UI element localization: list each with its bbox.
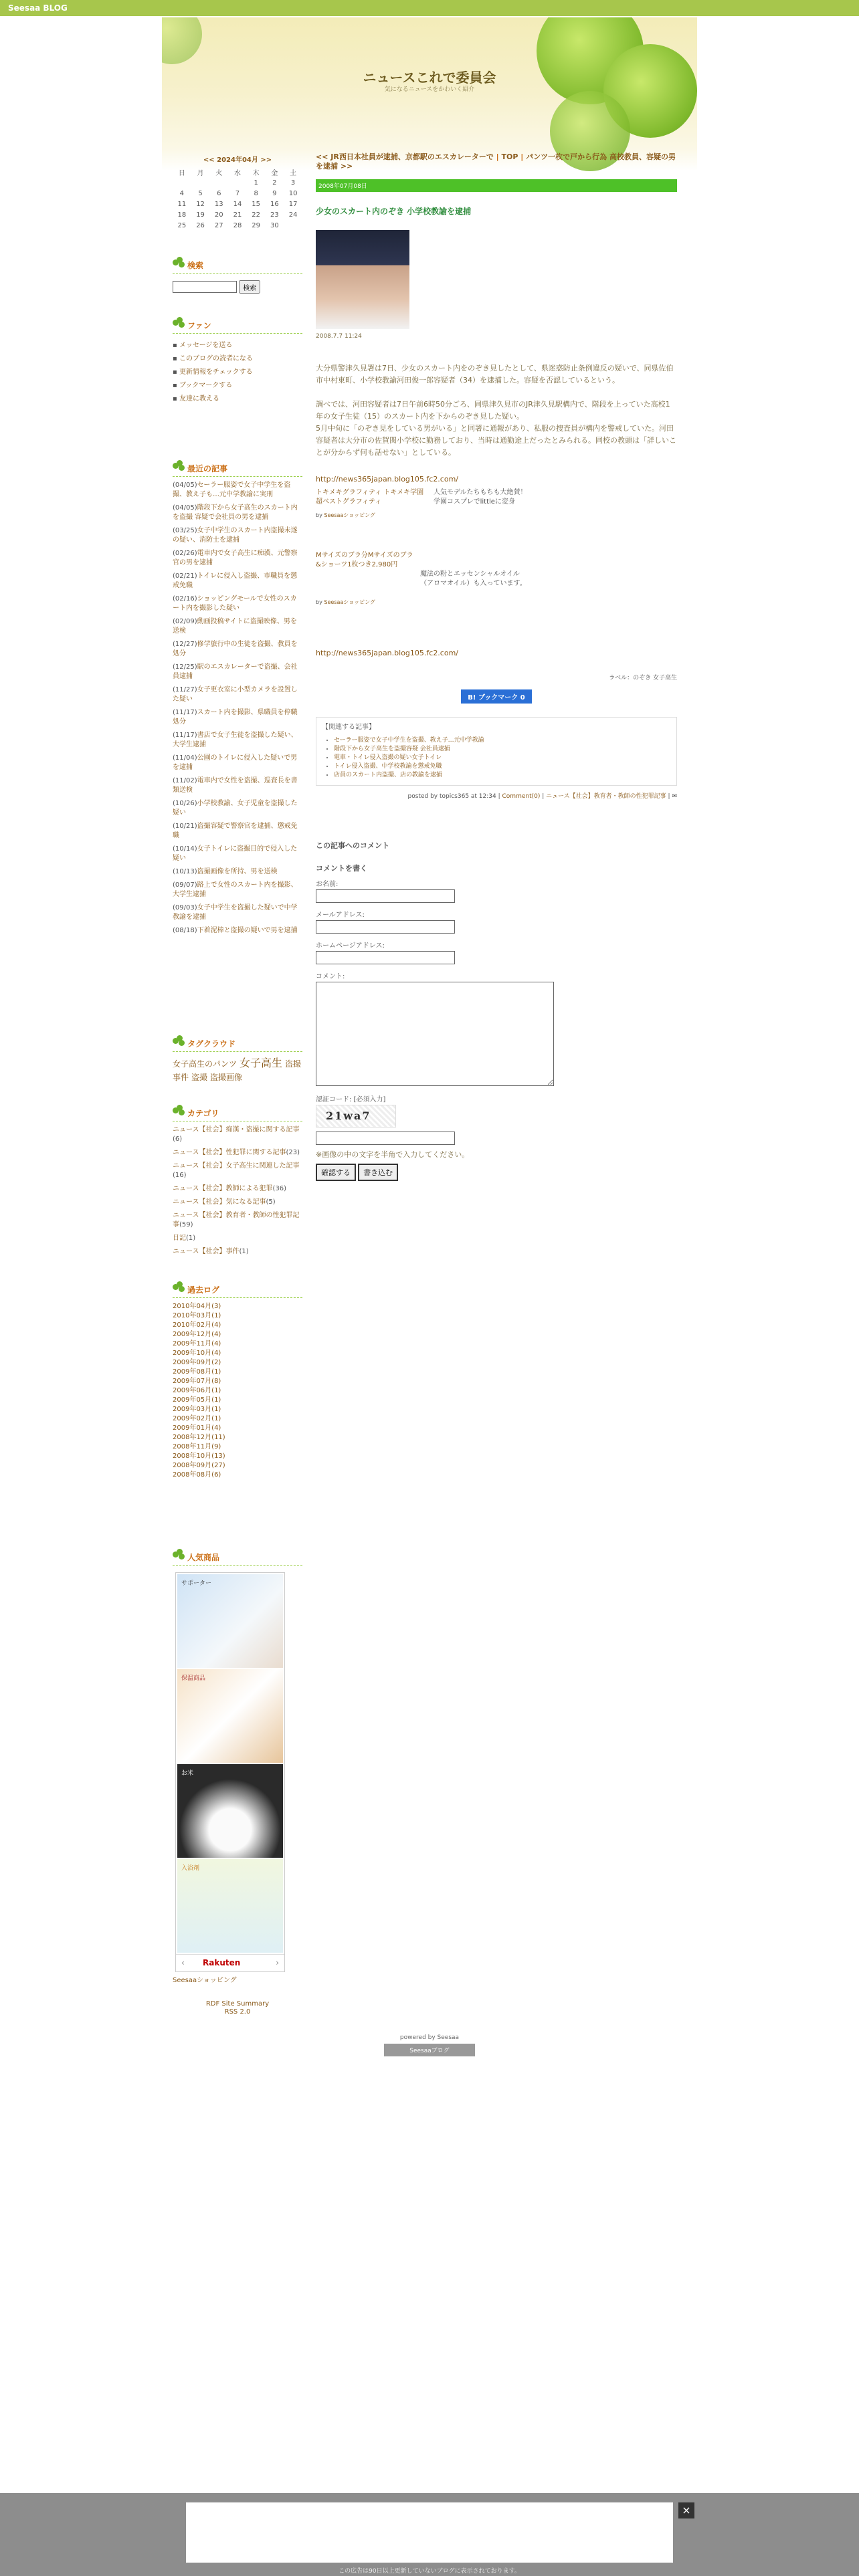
calendar-day: 21: [233, 211, 242, 219]
friend-icon: ▪: [173, 395, 179, 403]
list-item: [173, 1433, 302, 1442]
item-date: (04/05): [173, 481, 197, 489]
item-date: (02/21): [173, 572, 197, 580]
fan-section: [173, 318, 302, 406]
list-item: [173, 1184, 302, 1194]
recent-article-link[interactable]: 女子中学生を盗撮した疑いで中学教諭を逮捕: [173, 904, 298, 921]
clover-icon: [173, 1281, 185, 1293]
share-icon[interactable]: ✉: [672, 793, 677, 800]
clover-icon: [173, 257, 185, 269]
list-item: [334, 754, 671, 762]
archive-link[interactable]: 2009年10月(4): [173, 1350, 221, 1357]
calendar-day: 26: [196, 221, 205, 229]
list-item: [334, 745, 671, 754]
list-item: [173, 1405, 302, 1414]
item-date: (11/17): [173, 732, 197, 739]
fan-link[interactable]: 更新情報をチェックする: [179, 368, 253, 376]
ad-area[interactable]: [186, 2502, 673, 2563]
calendar-day: 8: [254, 189, 258, 197]
archive-link[interactable]: 2010年03月(1): [173, 1312, 221, 1319]
related-box: [316, 717, 677, 786]
weekday-label: 月: [197, 169, 204, 177]
popular-section: [173, 1550, 302, 2016]
shop-link[interactable]: Seesaaショッピング: [173, 1977, 237, 1984]
confirm-button[interactable]: 確認する: [316, 1164, 356, 1181]
calendar-day: 14: [233, 200, 242, 208]
ad-description: 魔法の粉とエッセンシャルオイル（アロマオイル）も入っています。: [420, 570, 527, 587]
ad-block-1: [316, 488, 677, 507]
category-count: (59): [179, 1221, 193, 1228]
name-label: お名前:: [316, 881, 339, 888]
list-item: [173, 926, 302, 936]
calendar-day: 19: [196, 211, 205, 219]
recent-article-link[interactable]: 動画投稿サイトに盗撮映像、男を送検: [173, 618, 297, 635]
fan-link-item: [173, 366, 302, 379]
list-item: [173, 1330, 302, 1339]
prev-post-link[interactable]: << JR西日本社員が逮捕、京都駅のエスカレーターで: [316, 152, 494, 161]
rakuten-logo[interactable]: Rakuten: [203, 1958, 241, 1967]
homepage-field[interactable]: [316, 951, 455, 964]
list-item: [173, 549, 302, 568]
archive-link[interactable]: 2008年10月(13): [173, 1453, 225, 1460]
captcha-field[interactable]: [316, 1132, 455, 1145]
source-link[interactable]: http://news365japan.blog105.fc2.com/: [316, 649, 459, 657]
search-heading: 検索: [187, 261, 204, 270]
ad-product-link[interactable]: Mサイズのブラ分Mサイズのブラ&ショーツ1枚つき2,980円: [316, 552, 413, 568]
item-date: (11/04): [173, 754, 197, 762]
archive-link[interactable]: 2008年09月(27): [173, 1462, 225, 1469]
calendar-day: 12: [196, 200, 205, 208]
list-item: [334, 736, 671, 745]
fan-link-item: [173, 393, 302, 406]
article-photo: [316, 230, 409, 329]
recent-article-link[interactable]: ショッピングモールで女性のスカート内を撮影した疑い: [173, 595, 297, 612]
archive-link[interactable]: 2009年09月(2): [173, 1359, 221, 1366]
comment-textarea[interactable]: [316, 982, 554, 1086]
recent-article-link[interactable]: 下着泥棒と盗撮の疑いで男を逮捕: [197, 927, 298, 934]
category-item-link[interactable]: ニュース【社会】痴漢・盗撮に関する記事: [173, 1126, 300, 1134]
list-item: [173, 1211, 302, 1230]
ad-block-2: [316, 551, 677, 588]
calendar-day: [284, 220, 302, 231]
item-date: (10/21): [173, 823, 197, 830]
search-section: [173, 258, 302, 294]
calendar-day: 30: [270, 221, 279, 229]
weekday-label: 木: [252, 169, 260, 177]
list-item: [173, 881, 302, 899]
next-arrow-icon[interactable]: ›: [276, 1958, 279, 1967]
recent-heading: 最近の記事: [187, 464, 228, 473]
item-date: (09/03): [173, 904, 197, 911]
product-item[interactable]: お米: [177, 1764, 283, 1858]
item-date: (11/02): [173, 777, 197, 784]
category-item-link[interactable]: ニュース【社会】性犯罪に関する記事: [173, 1149, 286, 1156]
category-heading: カテゴリ: [187, 1109, 219, 1118]
list-item: [173, 526, 302, 545]
item-date: (10/14): [173, 845, 197, 853]
comment-label: コメント:: [316, 973, 345, 980]
reader-icon: ▪: [173, 355, 179, 362]
list-item: [173, 572, 302, 591]
recent-article-link[interactable]: 電車内で女性を盗撮、巡査長を書類送検: [173, 777, 298, 794]
archive-heading: 過去ログ: [187, 1285, 220, 1295]
archive-link[interactable]: 2009年11月(4): [173, 1340, 221, 1348]
auth-label: 認証コード: [必須入力]: [316, 1096, 386, 1103]
home-label: ホームページアドレス:: [316, 942, 385, 950]
comment-heading: この記事へのコメント: [316, 841, 389, 850]
list-item: [173, 595, 302, 613]
recent-article-link[interactable]: 階段下から女子高生のスカート内を盗撮 容疑で会社員の男を逮捕: [173, 504, 298, 521]
category-item-link[interactable]: ニュース【社会】教師による犯罪: [173, 1185, 273, 1192]
archive-link[interactable]: 2009年07月(8): [173, 1378, 221, 1385]
post-paragraph: 5月中旬に「のぞき見をしている男がいる」と同署に通報があり、私服の捜査員が構内を警戒していた。河田容疑者は大分市の佐賀関小学校に勤務しており、当時は通勤途上だったとみられる。同校の教頭は「詳しいことが分からず何も話せない」としている。: [316, 424, 676, 457]
clover-icon: [173, 317, 185, 329]
popular-heading: 人気商品: [187, 1553, 220, 1562]
list-item: [173, 663, 302, 681]
calendar-day: 18: [177, 211, 187, 219]
weekday-label: 日: [178, 169, 185, 177]
calendar-day: 11: [177, 200, 187, 208]
fan-link-item: [173, 379, 302, 393]
list-item: [173, 1461, 302, 1471]
list-item: [173, 1442, 302, 1452]
category-count: (6): [173, 1136, 183, 1143]
archive-link[interactable]: 2010年02月(4): [173, 1321, 221, 1329]
post-paragraph: 調べでは、河田容疑者は7日午前6時50分ごろ、同県津久見市のJR津久見駅構内で、階段を上っていた高校1年の女子生徒（15）のスカート内を下からのぞき見した疑い。: [316, 400, 670, 421]
calendar-day: 16: [270, 200, 279, 208]
archive-link[interactable]: 2008年12月(11): [173, 1434, 225, 1441]
fan-link-item: [173, 352, 302, 366]
recent-article-link[interactable]: 小学校教諭、女子児童を盗撮した疑い: [173, 800, 298, 817]
calendar-day: 3: [290, 179, 296, 187]
list-item: [173, 1414, 302, 1424]
ad-shop-link[interactable]: Seesaaショッピング: [324, 599, 375, 605]
list-item: [173, 1339, 302, 1349]
archive-link[interactable]: 2009年08月(1): [173, 1368, 221, 1376]
seesaa-blog-link[interactable]: Seesaaブログ: [384, 2044, 475, 2056]
archive-link[interactable]: 2009年03月(1): [173, 1406, 221, 1413]
powered-by: powered by Seesaa Seesaaブログ: [384, 2034, 475, 2056]
captcha-image: 21wa7: [316, 1105, 396, 1128]
ad-shop-link[interactable]: Seesaaショッピング: [324, 512, 375, 518]
recent-article-link[interactable]: 盗撮容疑で警察官を逮捕、懲戒免職: [173, 823, 298, 839]
recent-article-link[interactable]: 公園のトイレに侵入した疑いで男を逮捕: [173, 754, 298, 771]
calendar-nav[interactable]: << 2024年04月 >>: [203, 156, 272, 164]
submit-button[interactable]: 書き込む: [358, 1164, 398, 1181]
list-item: [173, 731, 302, 750]
rakuten-widget: [175, 1572, 285, 1972]
mail-icon: ▪: [173, 342, 179, 349]
clover-icon: [173, 1105, 185, 1117]
list-item: [173, 1452, 302, 1461]
list-item: [173, 1148, 302, 1158]
labels[interactable]: ラベル：のぞき 女子高生: [609, 675, 677, 681]
rss-icon: ▪: [173, 368, 179, 376]
photo-date: 2008.7.7 11:24: [316, 333, 362, 340]
list-item: [173, 1302, 302, 1311]
tag-link[interactable]: 女子高生: [240, 1057, 283, 1069]
category-link[interactable]: ニュース【社会】教育者・教師の性犯罪記事: [546, 793, 666, 800]
seesaa-logo[interactable]: Seesaa BLOG: [8, 3, 68, 13]
list-item: [173, 1321, 302, 1330]
calendar-day: [191, 177, 210, 188]
archive-link[interactable]: 2008年11月(9): [173, 1443, 221, 1451]
post-title[interactable]: 少女のスカート内のぞき 小学校教諭を逮捕: [316, 207, 472, 216]
list-item: [173, 1471, 302, 1480]
fan-link[interactable]: メッセージを送る: [179, 342, 233, 349]
date-bar: 2008年07月08日: [316, 179, 677, 192]
recent-article-link[interactable]: 駅のエスカレーターで盗撮、会社員逮捕: [173, 663, 298, 680]
list-item: [334, 771, 671, 780]
list-item: [173, 504, 302, 522]
fan-link[interactable]: このブログの読者になる: [179, 355, 253, 362]
calendar: [173, 154, 302, 231]
name-field[interactable]: [316, 889, 455, 903]
related-article-link[interactable]: セーラー服姿で女子中学生を盗撮、教え子…元中学教諭: [334, 737, 484, 744]
product-item[interactable]: サポーター: [177, 1574, 283, 1668]
calendar-day: [173, 177, 191, 188]
list-item: [173, 1377, 302, 1386]
clover-icon: [173, 1035, 185, 1047]
fan-link[interactable]: ブックマークする: [179, 382, 233, 389]
close-icon[interactable]: ×: [678, 2502, 694, 2518]
recent-article-link[interactable]: セーラー服姿で女子中学生を盗撮、教え子も…元中学教諭に実刑: [173, 481, 291, 498]
category-item-link[interactable]: ニュース【社会】教育者・教師の性犯罪記事: [173, 1212, 300, 1228]
calendar-day: 6: [217, 189, 221, 197]
post-paragraph: 大分県警津久見署は7日、少女のスカート内をのぞき見したとして、県迷惑防止条例違反の疑いで、同県佐伯市中村東町、小学校教諭河田俊一郎容疑者（34）を逮捕した。容疑を否認しているという。: [316, 364, 674, 385]
recent-article-link[interactable]: 女子中学生のスカート内盗撮未遂の疑い、消防士を逮捕: [173, 527, 298, 544]
calendar-day: [228, 177, 247, 188]
calendar-day: 5: [198, 189, 203, 197]
comment-link[interactable]: Comment(0): [502, 793, 541, 800]
post-footer: posted by topics365 at 12:34 | Comment(0) | ニュース【社会】教育者・教師の性犯罪記事 | ✉: [407, 793, 677, 800]
main-content: << JR西日本社員が逮捕、京都駅のエスカレーターで | TOP | パンツ一枚で戸から行為 高校教員、容疑の男を逮捕 >> 2008年07月08日 少女のスカート内のぞき 小学校教諭を逮捕 2008.7.7 11:24 大分県警津久見署は7日、少女のスカート内をのぞき見したとして、県迷惑防止条例違反の疑いで、同県佐伯市中村東町、小学校教諭河田俊一郎容疑者（34）を逮捕した。容疑を否認しているという。 調べでは、河田容疑者は7日午前6時50分ごろ、同県津久見市のJR津久見駅構内で、階段を上っていた高校1年の女子生徒（15）のスカート内を下からのぞき見した疑い。 5月中旬に「のぞき見をしている男がいる」と同署に通報があり、私服の捜査員が構内を警戒していた。河田容疑者は大分市の佐賀関小学校に勤務しており、当時は通勤途上だったとみられる。同校の教頭は「詳しいことが分からず何も話せない」としている。 http://news365japan.blog105.fc2.com/ トキメキグラフィティ トキメキ学園 超ベストグラフィティ 人気モデルたちもちも大絶賛！学園コスプレでlittleに変身 by Seesaaショッピング Mサイズのブラ分Mサイズのブラ&ショーツ1枚つき2,980円 魔法の粉とエッセンシャルオイル（アロマオイル）も入っています。 by Seesaaショッピング http://news365japan.blog105.fc2.com/ ラベル：のぞき 女子高生 B! ブックマーク 0 【関連する記事】 • セーラー服姿で女子中学生を盗撮、教え子…元中学教諭 • 階段下から女子高生を盗撮容疑 会社員逮捕 • 電車・トイレ侵入盗撮の疑い女子トイレ • トイレ侵入盗撮、中学校教諭を懲戒免職 • 店員のスカート内盗撮、店の教諭を逮捕 posted by topics365 at 12:34 | Comment(0) | ニュース【社会】教育者・教師の性犯罪記事 | ✉ この記事へのコメント コメントを書く お名前: メールアドレス: ホームページアドレス: コメント: 認証コード: [必須入力] 21wa7 ※画像の中の文字を半角で入力してください。 確認する 書き込む: [316, 152, 677, 1181]
tags-heading: タグクラウド: [187, 1039, 236, 1049]
recent-article-link[interactable]: スカート内を撮影、県職員を停職処分: [173, 709, 298, 726]
calendar-day: 15: [252, 200, 261, 208]
next-post-link[interactable]: パンツ一枚で戸から行為 高校教員、容疑の男を逮捕 >>: [316, 152, 676, 171]
list-item: [173, 776, 302, 795]
item-date: (02/26): [173, 550, 197, 557]
overlay-ad-bar: [0, 2493, 859, 2576]
item-date: (10/26): [173, 800, 197, 807]
related-article-link[interactable]: トイレ侵入盗撮、中学校教諭を懲戒免職: [334, 763, 442, 770]
bookmark-icon: ▪: [173, 382, 179, 389]
calendar-day: 17: [288, 200, 298, 208]
list-item: [173, 903, 302, 922]
recent-section: [173, 461, 302, 940]
calendar-day: 29: [252, 221, 261, 229]
item-date: (12/27): [173, 641, 197, 648]
calendar-day: 25: [177, 221, 187, 229]
calendar-day: 13: [214, 200, 223, 208]
recent-article-link[interactable]: 女子トイレに盗撮目的で侵入した疑い: [173, 845, 298, 862]
post-navigation: << JR西日本社員が逮捕、京都駅のエスカレーターで | TOP | パンツ一枚で戸から行為 高校教員、容疑の男を逮捕 >>: [316, 152, 676, 171]
list-item: [173, 1396, 302, 1405]
weekday-label: 水: [233, 169, 241, 177]
item-date: (09/07): [173, 881, 197, 889]
calendar-day: 9: [272, 189, 277, 197]
item-date: (11/17): [173, 709, 197, 716]
list-item: [173, 867, 302, 877]
recent-article-link[interactable]: 盗撮画像を所持、男を送検: [197, 868, 278, 875]
recent-article-link[interactable]: 路上で女性のスカート内を撮影、大学生逮捕: [173, 881, 298, 898]
related-heading: 【関連する記事】: [322, 724, 375, 731]
tag-link[interactable]: 盗撮画像: [210, 1073, 243, 1082]
mail-label: メールアドレス:: [316, 911, 365, 919]
captcha-instruction: ※画像の中の文字を半角で入力してください。: [316, 1150, 470, 1159]
item-date: (10/13): [173, 868, 197, 875]
calendar-day: 27: [214, 221, 223, 229]
related-article-link[interactable]: 階段下から女子高生を盗撮容疑 会社員逮捕: [334, 746, 450, 752]
tags-section: [173, 1037, 302, 1085]
calendar-day: [209, 177, 228, 188]
category-count: (1): [239, 1248, 249, 1255]
category-count: (16): [173, 1172, 187, 1179]
archive-link[interactable]: 2009年02月(1): [173, 1415, 221, 1422]
category-section: [173, 1106, 302, 1261]
list-item: [173, 1234, 302, 1243]
weekday-label: 火: [215, 169, 223, 177]
category-item-link[interactable]: ニュース【社会】事件: [173, 1248, 240, 1255]
list-item: [173, 1368, 302, 1377]
item-date: (08/18): [173, 927, 197, 934]
list-item: [173, 1198, 302, 1207]
ad-product-link[interactable]: トキメキグラフィティ トキメキ学園 超ベストグラフィティ: [316, 489, 424, 506]
list-item: [173, 845, 302, 863]
calendar-day: 2: [272, 179, 277, 187]
archive-link[interactable]: 2010年04月(3): [173, 1303, 221, 1310]
recent-article-link[interactable]: 書店で女子生徒を盗撮した疑い、大学生逮捕: [173, 732, 298, 748]
fan-link-item: [173, 339, 302, 352]
product-item[interactable]: 保温商品: [177, 1669, 283, 1763]
prev-arrow-icon[interactable]: ‹: [181, 1958, 185, 1967]
topbar: [0, 0, 859, 16]
calendar-day: 1: [254, 179, 258, 187]
archive-link[interactable]: 2009年05月(1): [173, 1396, 221, 1404]
list-item: [173, 754, 302, 772]
list-item: [173, 1358, 302, 1368]
calendar-day: 4: [179, 189, 185, 197]
list-item: [173, 685, 302, 704]
calendar-table: [173, 167, 302, 231]
list-item: [173, 822, 302, 841]
item-date: (04/05): [173, 504, 197, 512]
archive-link[interactable]: 2009年01月(4): [173, 1424, 221, 1432]
product-item[interactable]: 入浴剤: [177, 1859, 283, 1953]
archive-link[interactable]: 2009年06月(1): [173, 1387, 221, 1394]
item-date: (11/27): [173, 686, 197, 693]
item-date: (02/09): [173, 618, 197, 625]
blog-title[interactable]: ニュースこれで委員会: [363, 70, 496, 86]
search-input[interactable]: [173, 281, 237, 293]
category-item-link[interactable]: 日記: [173, 1235, 186, 1242]
calendar-day: 7: [235, 189, 240, 197]
category-count: (5): [266, 1198, 276, 1206]
related-article-link[interactable]: 店員のスカート内盗撮、店の教諭を逮捕: [334, 772, 443, 778]
weekday-label: 金: [271, 169, 278, 177]
ad-note: この広告は90日以上更新していないブログに表示されております。: [339, 2568, 520, 2575]
source-link[interactable]: http://news365japan.blog105.fc2.com/: [316, 475, 459, 484]
archive-section: [173, 1283, 302, 1480]
list-item: [173, 799, 302, 818]
calendar-day: 23: [270, 211, 279, 219]
list-item: [173, 1247, 302, 1257]
category-item-link[interactable]: ニュース【社会】女子高生に関連した記事: [173, 1162, 300, 1170]
list-item: [173, 640, 302, 659]
recent-article-link[interactable]: 女子更衣室に小型カメラを設置した疑い: [173, 686, 298, 703]
calendar-day: 20: [214, 211, 223, 219]
item-date: (03/25): [173, 527, 197, 534]
item-date: (02/16): [173, 595, 197, 603]
recent-article-link[interactable]: 電車内で女子高生に痴漢、元警察官の男を逮捕: [173, 550, 298, 566]
calendar-day: 24: [288, 211, 298, 219]
archive-link[interactable]: 2009年12月(4): [173, 1331, 221, 1338]
list-item: [173, 708, 302, 727]
fan-heading: ファン: [187, 321, 211, 330]
list-item: [173, 1125, 302, 1144]
blog-header: [162, 17, 697, 171]
related-article-link[interactable]: 電車・トイレ侵入盗撮の疑い女子トイレ: [334, 754, 442, 761]
list-item: [173, 1424, 302, 1433]
rss-link[interactable]: RSS 2.0: [224, 2008, 251, 2016]
bookmark-button[interactable]: B! ブックマーク 0: [461, 689, 531, 704]
list-item: [173, 1386, 302, 1396]
list-item: [173, 1349, 302, 1358]
recent-article-link[interactable]: 修学旅行中の生徒を盗撮、教員を処分: [173, 641, 298, 657]
top-link[interactable]: TOP: [501, 152, 518, 161]
category-count: (23): [286, 1149, 300, 1156]
category-item-link[interactable]: ニュース【社会】気になる記事: [173, 1198, 266, 1206]
calendar-day: 28: [233, 221, 242, 229]
blog-subtitle: 気になるニュースをかわいく紹介: [384, 86, 475, 93]
recent-article-link[interactable]: トイレに侵入し盗撮、市職員を懲戒免職: [173, 572, 298, 589]
comment-subheading: コメントを書く: [316, 864, 367, 873]
list-item: [173, 481, 302, 500]
calendar-day: 10: [288, 189, 298, 197]
tag-link[interactable]: 盗撮: [191, 1073, 208, 1082]
comment-section: [316, 840, 677, 1181]
list-item: [173, 617, 302, 636]
list-item: [334, 762, 671, 771]
list-item: [173, 1311, 302, 1321]
category-count: (36): [272, 1185, 287, 1192]
item-date: (12/25): [173, 663, 197, 671]
ad-description: 人気モデルたちもちも大絶賛！学園コスプレでlittleに変身: [434, 489, 527, 506]
tag-link[interactable]: 女子高生のパンツ: [173, 1059, 237, 1069]
email-field[interactable]: [316, 920, 455, 934]
archive-link[interactable]: 2008年08月(6): [173, 1471, 221, 1479]
tag-link[interactable]: 盗撮事件: [173, 1059, 302, 1082]
weekday-label: 土: [290, 169, 297, 177]
category-count: (1): [186, 1235, 196, 1242]
rdf-link[interactable]: RDF Site Summary: [205, 2000, 270, 2008]
clover-icon: [173, 1549, 185, 1561]
clover-decoration: [162, 17, 202, 64]
list-item: [173, 1162, 302, 1180]
fan-link[interactable]: 友達に教える: [179, 395, 219, 403]
search-button[interactable]: 検索: [239, 280, 260, 294]
calendar-day: 22: [252, 211, 261, 219]
clover-icon: [173, 460, 185, 472]
